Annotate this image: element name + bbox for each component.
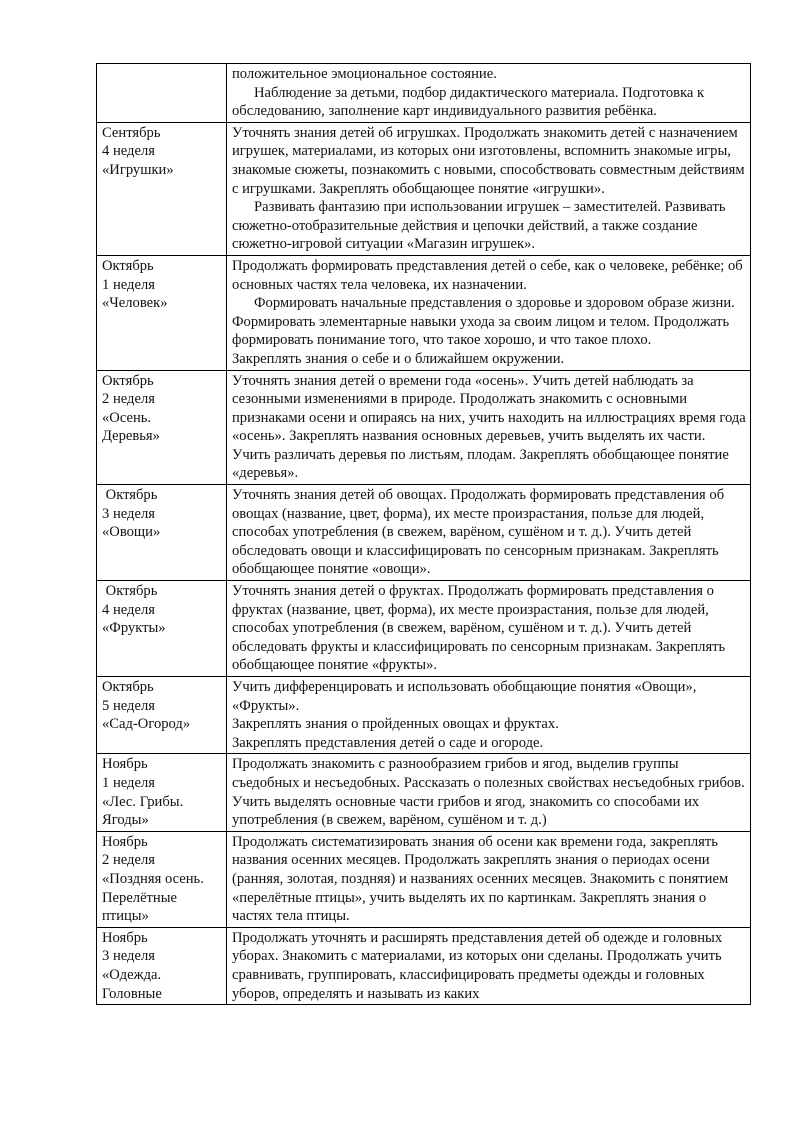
period-line: 5 неделя <box>102 697 155 714</box>
period-cell <box>97 754 227 831</box>
period-line: 3 неделя <box>102 505 155 522</box>
content-cell <box>227 485 751 581</box>
period-line: 3 неделя <box>102 948 155 965</box>
content-paragraph: Учить выделять основные части грибов и ягод, знакомить со способами их употребления (в свежем, варёном, сушёном и т. д.) <box>232 793 700 829</box>
content-paragraph: Уточнять знания детей о фруктах. Продолжать формировать представления о фруктах (название, цвет, форма), их месте произрастания, пользе для людей, способах употребления (в свежем, варёном, сушёном и т. д.). Учить детей обследовать фрукты и классифицировать по сенсорным признакам. Закреплять обобщающее понятие «фрукты». <box>232 583 726 674</box>
table-row <box>97 485 751 581</box>
content-cell <box>227 122 751 255</box>
period-line: «Лес. Грибы. <box>102 793 184 810</box>
table-row <box>97 370 751 485</box>
period-line: «Осень. <box>102 409 152 426</box>
period-cell <box>97 255 227 370</box>
period-line: Октябрь <box>102 583 158 600</box>
period-line: «Овощи» <box>102 524 161 541</box>
content-cell <box>227 255 751 370</box>
content-paragraph: Развивать фантазию при использовании игрушек – заместителей. Развивать сюжетно-отобразительные действия и цепочки действий, а также создание сюжетно-игровой ситуации «Магазин игрушек». <box>232 199 726 253</box>
period-line: 1 неделя <box>102 774 155 791</box>
period-line: птицы» <box>102 908 149 925</box>
period-line: 2 неделя <box>102 391 155 408</box>
period-cell <box>97 927 227 1004</box>
period-line: Октябрь <box>102 487 158 504</box>
curriculum-table-body <box>97 64 751 1005</box>
content-paragraph: Продолжать формировать представления детей о себе, как о человеке, ребёнке; об основных частях тела человека, их назначении. <box>232 257 743 293</box>
content-paragraph: Учить дифференцировать и использовать обобщающие понятия «Овощи», «Фрукты». <box>232 679 697 714</box>
period-line: Октябрь <box>102 372 154 389</box>
period-line: Перелётные <box>102 889 178 906</box>
table-row <box>97 677 751 754</box>
content-paragraph: Продолжать систематизировать знания об осени как времени года, закреплять названия осенних месяцев. Продолжать закреплять знания о периодах осени (ранняя, золотая, поздняя) и названиях осенних месяцев. Знакомить с понятием «перелётные птицы», учить выделять их по картинкам. Закреплять знания о частях тела птицы. <box>232 833 729 925</box>
period-line: Ноябрь <box>102 756 148 773</box>
content-paragraph: Закреплять знания о себе и о ближайшем окружении. <box>232 350 565 367</box>
document-page <box>96 63 750 1005</box>
period-line: «Человек» <box>102 295 168 312</box>
period-line: 2 неделя <box>102 852 155 869</box>
table-row <box>97 64 751 123</box>
period-cell <box>97 677 227 754</box>
content-paragraph: Закреплять представления детей о саде и огороде. <box>232 734 544 751</box>
table-row <box>97 831 751 927</box>
period-line: Ноябрь <box>102 929 148 946</box>
period-line: 4 неделя <box>102 601 155 618</box>
table-row <box>97 255 751 370</box>
period-line: «Фрукты» <box>102 620 166 637</box>
table-row <box>97 754 751 831</box>
period-line: «Сад-Огород» <box>102 716 191 733</box>
table-row <box>97 122 751 255</box>
content-cell <box>227 927 751 1004</box>
period-line: 1 неделя <box>102 276 155 293</box>
period-cell <box>97 122 227 255</box>
content-cell <box>227 64 751 123</box>
period-cell <box>97 581 227 677</box>
period-line: «Игрушки» <box>102 161 174 178</box>
content-paragraph: положительное эмоциональное состояние. <box>232 66 497 82</box>
table-row <box>97 927 751 1004</box>
content-cell <box>227 754 751 831</box>
content-paragraph: Формировать начальные представления о здоровье и здоровом образе жизни. Формировать элементарные навыки ухода за своим лицом и телом. Продолжать формировать понимание того, что такое хорошо, и что такое плохо. <box>232 295 735 349</box>
content-paragraph: Уточнять знания детей об овощах. Продолжать формировать представления об овощах (название, цвет, форма), их месте произрастания, пользе для людей, способах употребления (в свежем, варёном, сушёном и т. д.). Учить детей обследовать овощи и классифицировать по сенсорным признакам. Закреплять обобщающее понятие «овощи». <box>232 487 725 578</box>
period-line: «Поздняя осень. <box>102 870 204 887</box>
period-cell <box>97 485 227 581</box>
content-paragraph: Продолжать знакомить с разнообразием грибов и ягод, выделив группы съедобных и несъедобных. Рассказать о полезных свойствах несъедобных грибов. <box>232 756 745 791</box>
period-line: Ноябрь <box>102 833 148 850</box>
period-line: Сентябрь <box>102 124 161 141</box>
period-line: Октябрь <box>102 679 154 695</box>
period-line: 4 неделя <box>102 143 155 160</box>
period-line: Ягоды» <box>102 812 149 829</box>
content-cell <box>227 370 751 485</box>
period-cell <box>97 370 227 485</box>
content-cell <box>227 677 751 754</box>
content-paragraph: Уточнять знания детей об игрушках. Продолжать знакомить детей с назначением игрушек, материалами, из которых они изготовлены, вспомнить знакомые игры, знакомые сюжеты, познакомить с новыми, способствовать совместным действиям с игрушками. Закреплять обобщающее понятие «игрушки». <box>232 124 745 197</box>
period-line: «Одежда. <box>102 966 162 983</box>
content-paragraph: Продолжать уточнять и расширять представления детей об одежде и головных уборах. Знакомить с материалами, из которых они сделаны. Продолжать учить сравнивать, группировать, классифицировать предметы одежды и головных уборов, определять и называть из каких <box>232 929 723 1002</box>
content-paragraph: Уточнять знания детей о времени года «осень». Учить детей наблюдать за сезонными изменениями в природе. Продолжать знакомить с основными признаками осени и опираясь на них, учить находить на иллюстрациях время года «осень». Закреплять названия основных деревьев, учить выделять их части. Учить различать деревья по листьям, плодам. Закреплять обобщающее понятие «деревья». <box>232 372 746 482</box>
content-paragraph: Наблюдение за детьми, подбор дидактического материала. Подготовка к обследованию, заполнение карт индивидуального развития ребёнка. <box>232 84 705 120</box>
period-line: Головные <box>102 985 162 1002</box>
period-cell <box>97 831 227 927</box>
curriculum-table <box>96 63 751 1005</box>
content-cell <box>227 581 751 677</box>
content-paragraph: Закреплять знания о пройденных овощах и фруктах. <box>232 716 559 733</box>
period-line: Деревья» <box>102 428 160 445</box>
table-row <box>97 581 751 677</box>
content-cell <box>227 831 751 927</box>
period-cell <box>97 64 227 123</box>
period-line: Октябрь <box>102 257 154 274</box>
